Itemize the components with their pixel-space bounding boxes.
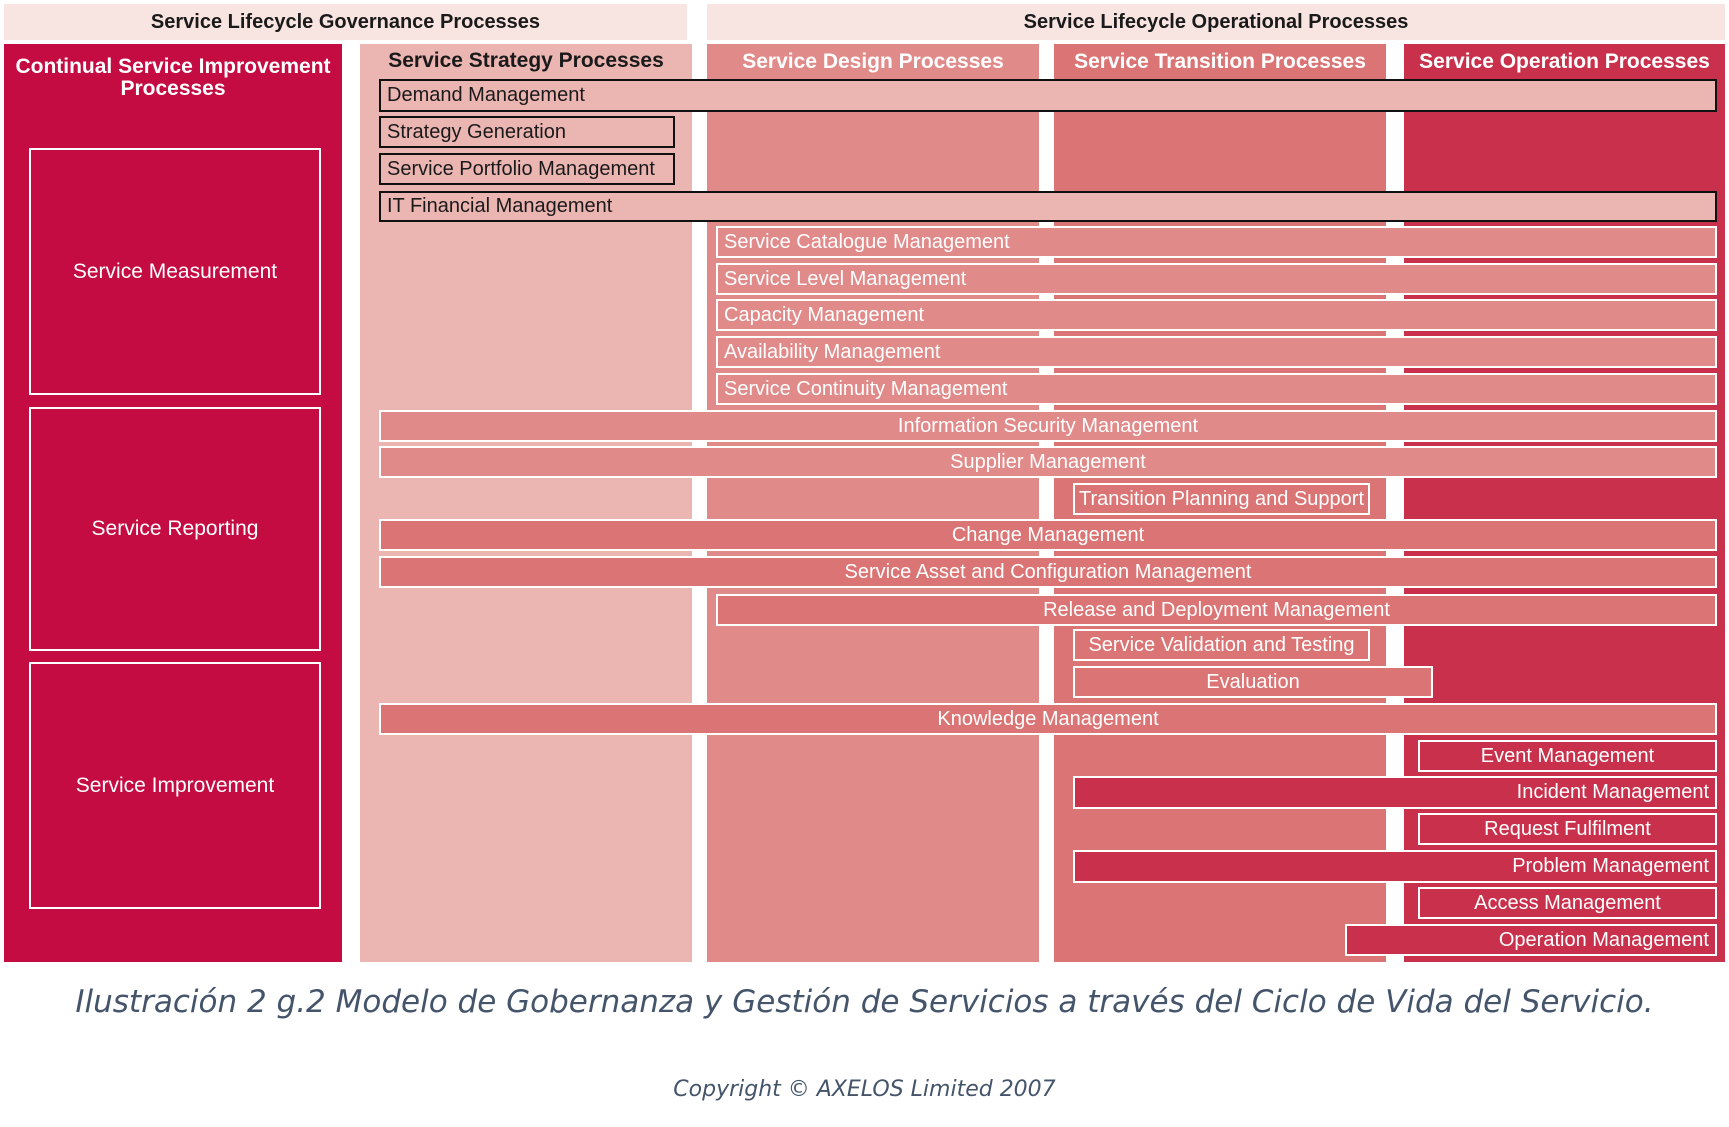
process-bar-strategy-generation: Strategy Generation — [379, 116, 675, 148]
process-bar-knowledge-management: Knowledge Management — [379, 703, 1717, 735]
process-bar-access-management: Access Management — [1418, 887, 1717, 919]
process-bar-operation-management: Operation Management — [1345, 924, 1717, 956]
transition-column-header: Service Transition Processes — [1074, 50, 1366, 73]
process-bar-service-continuity-management: Service Continuity Management — [716, 373, 1717, 405]
process-bar-incident-management: Incident Management — [1073, 776, 1717, 809]
governance-header: Service Lifecycle Governance Processes — [4, 4, 687, 40]
process-bar-demand-management: Demand Management — [379, 79, 1717, 112]
figure-caption: Ilustración 2 g.2 Modelo de Gobernanza y Gestión de Servicios a través del Ciclo de Vida del Servicio. — [75, 984, 1654, 1020]
process-bar-transition-planning-and-support: Transition Planning and Support — [1073, 483, 1370, 515]
process-bar-event-management: Event Management — [1418, 740, 1717, 772]
process-bar-problem-management: Problem Management — [1073, 850, 1717, 883]
process-bar-service-level-management: Service Level Management — [716, 263, 1717, 295]
process-bar-capacity-management: Capacity Management — [716, 299, 1717, 331]
process-bar-release-and-deployment-management: Release and Deployment Management — [716, 594, 1717, 626]
process-bar-it-financial-management: IT Financial Management — [379, 191, 1717, 222]
process-bar-service-validation-and-testing: Service Validation and Testing — [1073, 629, 1370, 661]
process-bar-service-asset-and-configuration-management: Service Asset and Configuration Management — [379, 556, 1717, 588]
csi-column-header: Continual Service Improvement Processes — [15, 55, 331, 100]
csi-box-service-improvement: Service Improvement — [29, 662, 321, 909]
process-bar-information-security-management: Information Security Management — [379, 410, 1717, 442]
strategy-column-header: Service Strategy Processes — [388, 49, 664, 72]
design-column-header: Service Design Processes — [742, 50, 1004, 73]
process-bar-supplier-management: Supplier Management — [379, 446, 1717, 478]
process-bar-change-management: Change Management — [379, 519, 1717, 551]
operation-column-header: Service Operation Processes — [1419, 50, 1710, 73]
operational-header: Service Lifecycle Operational Processes — [707, 4, 1725, 40]
process-bar-request-fulfilment: Request Fulfilment — [1418, 813, 1717, 845]
process-bar-service-portfolio-management: Service Portfolio Management — [379, 153, 675, 185]
csi-box-service-measurement: Service Measurement — [29, 148, 321, 395]
process-bar-availability-management: Availability Management — [716, 336, 1717, 368]
csi-box-service-reporting: Service Reporting — [29, 407, 321, 651]
design-column — [707, 44, 1039, 962]
process-bar-evaluation: Evaluation — [1073, 666, 1433, 698]
copyright-notice: Copyright © AXELOS Limited 2007 — [673, 1077, 1056, 1102]
process-bar-service-catalogue-management: Service Catalogue Management — [716, 226, 1717, 258]
